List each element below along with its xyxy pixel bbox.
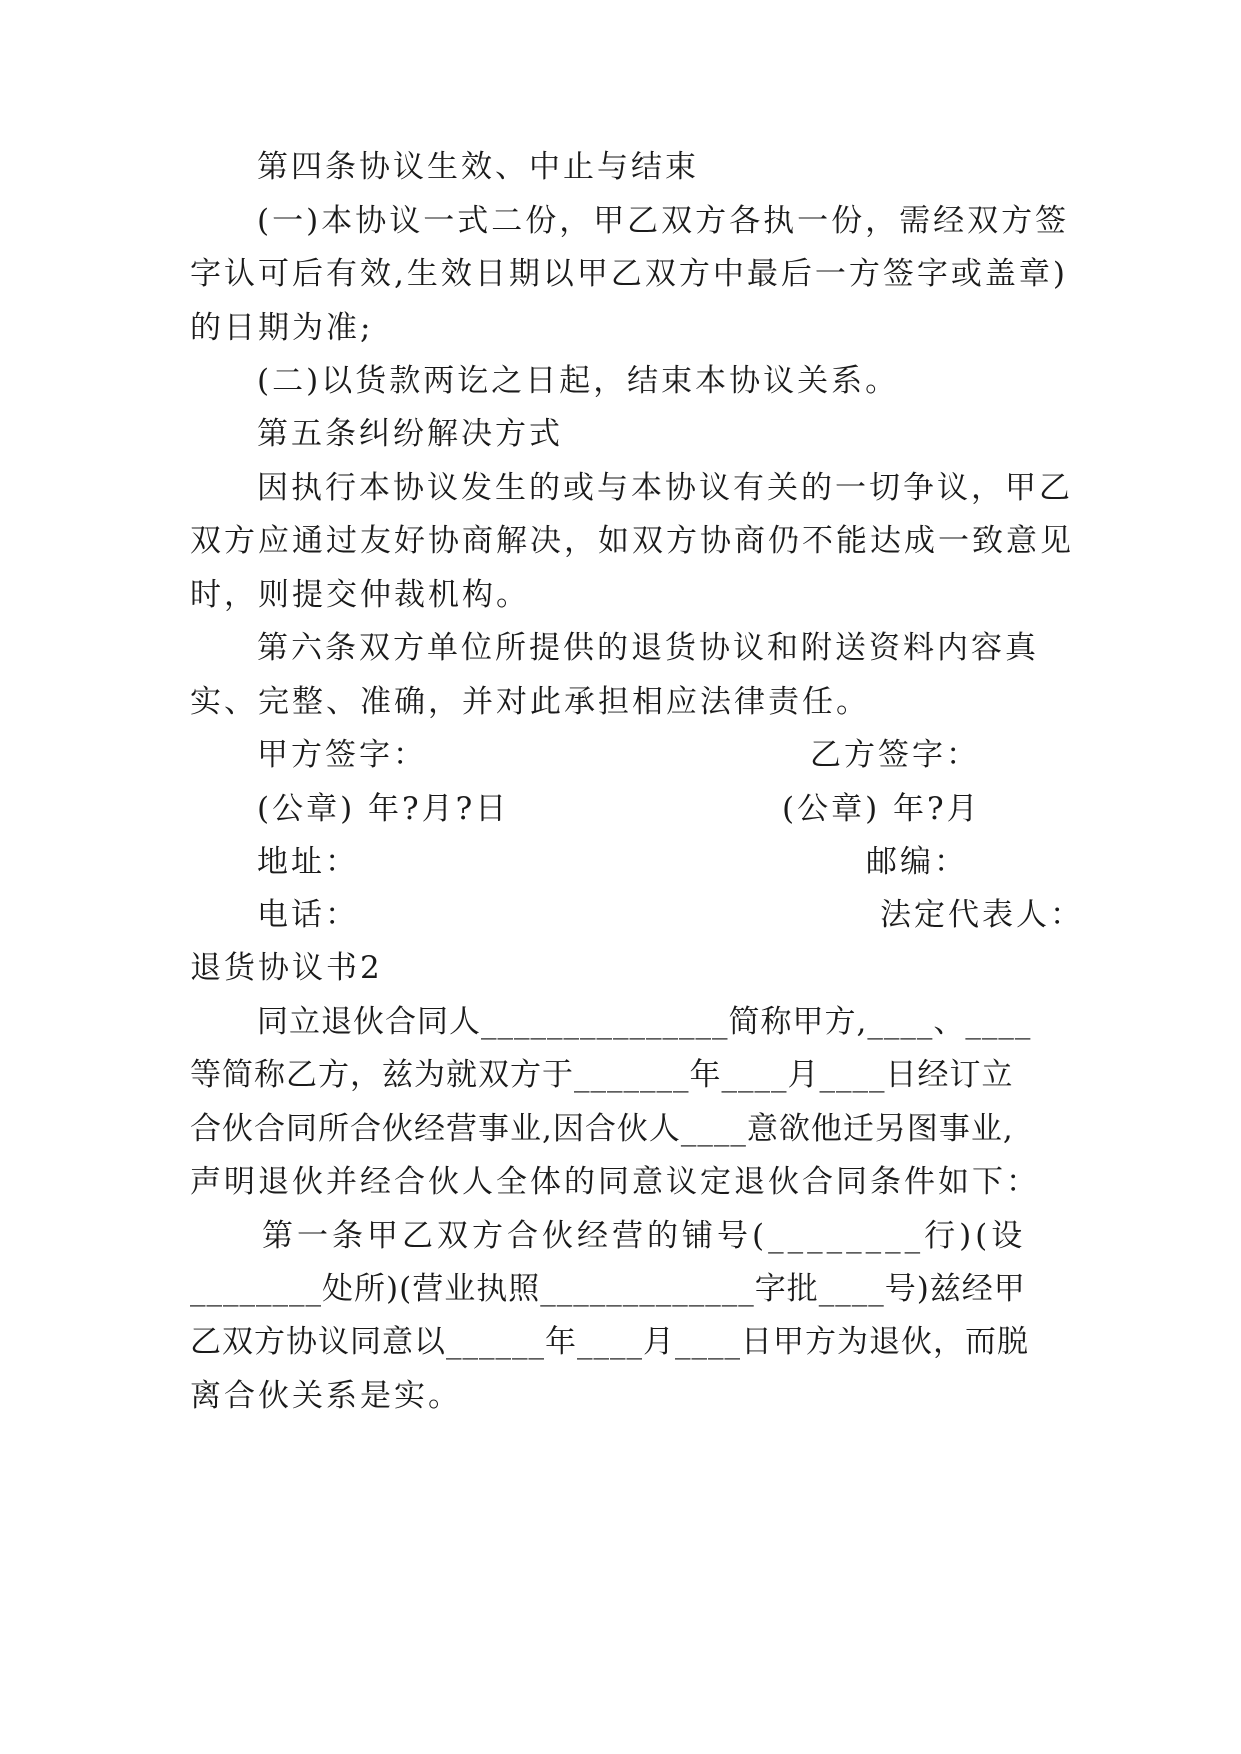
paragraph-line: 离合伙关系是实。 — [190, 1378, 462, 1414]
paragraph-line: 因执行本协议发生的或与本协议有关的一切争议，甲乙 — [257, 470, 1073, 506]
second-document-title: 退货协议书2 — [190, 950, 383, 986]
paragraph-line: (一)本协议一式二份，甲乙双方各执一份，需经双方签 — [257, 203, 1070, 239]
party-b-signature-label: 乙方签字： — [810, 737, 980, 773]
party-a-seal-date: (公章) 年?月?日 — [257, 791, 510, 827]
article-5-title: 第五条纠纷解决方式 — [257, 416, 563, 452]
paragraph-line: 第六条双方单位所提供的退货协议和附送资料内容真 — [257, 630, 1039, 666]
paragraph-line: ________处所)(营业执照_____________字批____号)兹经甲 — [190, 1271, 1026, 1307]
phone-label: 电话： — [257, 897, 359, 933]
paragraph-line: 双方应通过友好协商解决，如双方协商仍不能达成一致意见 — [190, 523, 1074, 559]
address-label: 地址： — [257, 844, 359, 880]
paragraph-line: 同立退伙合同人_______________简称甲方,____、____ — [257, 1004, 1032, 1040]
legal-representative-label: 法定代表人： — [880, 897, 1084, 933]
paragraph-line: 字认可后有效,生效日期以甲乙双方中最后一方签字或盖章) — [190, 256, 1068, 292]
paragraph-line: 合伙合同所合伙经营事业,因合伙人____意欲他迁另图事业, — [190, 1111, 1014, 1147]
paragraph-line: (二)以货款两讫之日起，结束本协议关系。 — [257, 363, 900, 399]
paragraph-line: 乙双方协议同意以______年____月____日甲方为退伙，而脱 — [190, 1324, 1029, 1360]
paragraph-line: 声明退伙并经合伙人全体的同意议定退伙合同条件如下： — [190, 1164, 1040, 1200]
party-a-signature-label: 甲方签字： — [257, 737, 427, 773]
paragraph-line: 等简称乙方，兹为就双方于_______年____月____日经订立 — [190, 1057, 1014, 1093]
paragraph-line: 时，则提交仲裁机构。 — [190, 577, 530, 613]
article-4-title: 第四条协议生效、中止与结束 — [257, 149, 699, 185]
paragraph-line: 的日期为准; — [190, 310, 374, 346]
postcode-label: 邮编： — [866, 844, 968, 880]
paragraph-line: 实、完整、准确，并对此承担相应法律责任。 — [190, 684, 870, 720]
party-b-seal-date: (公章) 年?月 — [782, 791, 981, 827]
article-1-line: 第一条甲乙双方合伙经营的铺号(________行)(设 — [262, 1218, 1027, 1254]
